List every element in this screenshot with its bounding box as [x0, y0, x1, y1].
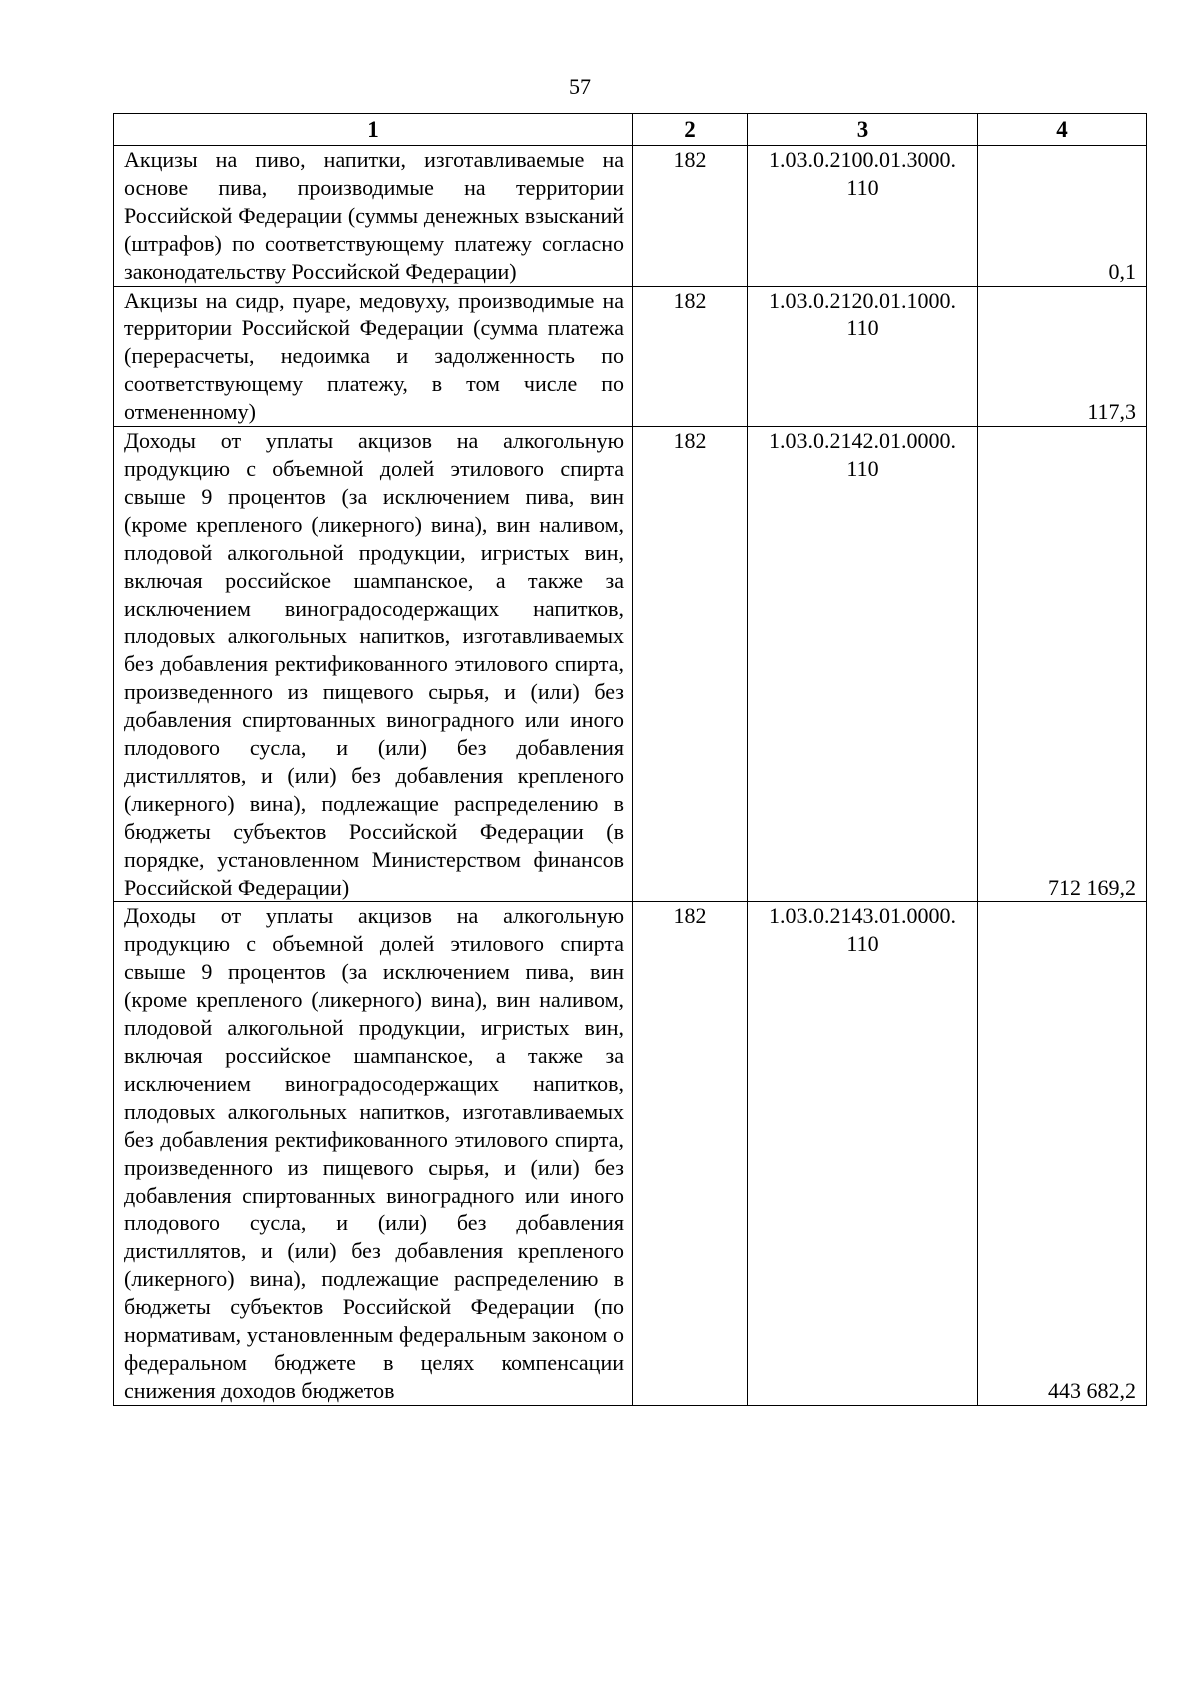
row-budget-code: 1.03.0.2120.01.1000. 110 — [748, 286, 978, 427]
row-budget-code: 1.03.0.2100.01.3000. 110 — [748, 146, 978, 287]
row-amount: 0,1 — [978, 146, 1147, 287]
row-admin-code: 182 — [633, 286, 748, 427]
table-row — [114, 286, 1147, 427]
table-row — [114, 427, 1147, 902]
row-description: Акцизы на пиво, напитки, изготавливаемые на основе пива, производимые на территории Российской Федерации (суммы денежных взысканий (штрафов) по соответствующему платежу согласно законодательству Российской Федерации) — [114, 146, 633, 287]
row-budget-code: 1.03.0.2143.01.0000. 110 — [748, 902, 978, 1405]
column-header-1: 1 — [114, 114, 633, 146]
column-header-4: 4 — [978, 114, 1147, 146]
column-header-3: 3 — [748, 114, 978, 146]
column-header-2: 2 — [633, 114, 748, 146]
table-row — [114, 902, 1147, 1405]
row-admin-code: 182 — [633, 427, 748, 902]
row-amount: 443 682,2 — [978, 902, 1147, 1405]
row-budget-code: 1.03.0.2142.01.0000. 110 — [748, 427, 978, 902]
row-admin-code: 182 — [633, 146, 748, 287]
row-description: Доходы от уплаты акцизов на алкогольную продукцию с объемной долей этилового спирта свыше 9 процентов (за исключением пива, вин (кроме крепленого (ликерного) вина), вин наливом, плодовой алкогольной продукции, игристых вин, включая российское шампанское, а также за исключением виноградосодержащих напитков, плодовых алкогольных напитков, изготавливаемых без добавления ректификованного этилового спирта, произведенного из пищевого сырья, и (или) без добавления спиртованных виноградного или иного плодового сусла, и (или) без добавления дистиллятов, и (или) без добавления крепленого (ликерного) вина), подлежащие распределению в бюджеты субъектов Российской Федерации (по нормативам, установленным федеральным законом о федеральном бюджете в целях компенсации снижения доходов бюджетов — [114, 902, 633, 1405]
table-header-row — [114, 114, 1147, 146]
row-admin-code: 182 — [633, 902, 748, 1405]
row-amount: 712 169,2 — [978, 427, 1147, 902]
row-amount: 117,3 — [978, 286, 1147, 427]
revenue-table — [113, 113, 1147, 1406]
row-description: Акцизы на сидр, пуаре, медовуху, производимые на территории Российской Федерации (сумма платежа (перерасчеты, недоимка и задолженность по соответствующему платежу, в том числе по отмененному) — [114, 286, 633, 427]
page-number: 57 — [569, 74, 591, 99]
table-row — [114, 146, 1147, 287]
row-description: Доходы от уплаты акцизов на алкогольную продукцию с объемной долей этилового спирта свыше 9 процентов (за исключением пива, вин (кроме крепленого (ликерного) вина), вин наливом, плодовой алкогольной продукции, игристых вин, включая российское шампанское, а также за исключением виноградосодержащих напитков, плодовых алкогольных напитков, изготавливаемых без добавления ректификованного этилового спирта, произведенного из пищевого сырья, и (или) без добавления спиртованных виноградного или иного плодового сусла, и (или) без добавления дистиллятов, и (или) без добавления крепленого (ликерного) вина), подлежащие распределению в бюджеты субъектов Российской Федерации (в порядке, установленном Министерством финансов Российской Федерации) — [114, 427, 633, 902]
